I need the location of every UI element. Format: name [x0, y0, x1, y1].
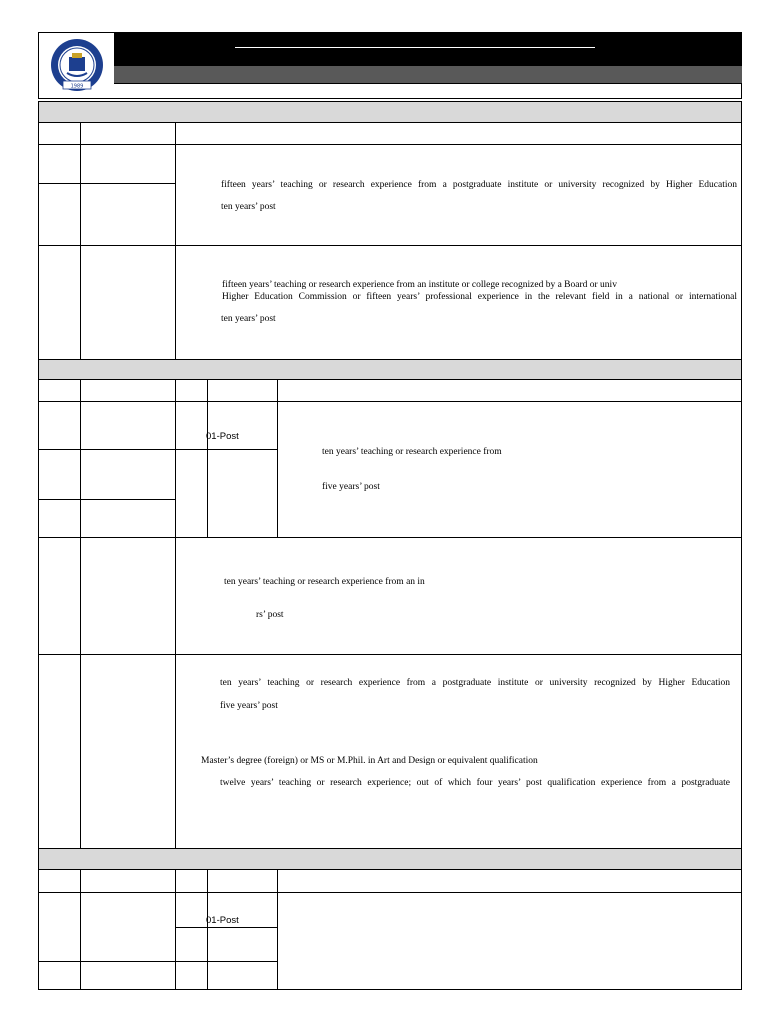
s1-row3-line3: ten years’ post: [221, 314, 276, 324]
section1-band: [38, 101, 742, 123]
s2-row1-line1: ten years’ teaching or research experience from: [322, 447, 502, 457]
logo-cell: [39, 33, 114, 98]
s2-row3-line3: Master’s degree (foreign) or MS or M.Phil. in Art and Design or equivalent qualification: [201, 756, 538, 766]
s1-row2-line1: fifteen years’ teaching or research experience from a postgraduate institute or university recognized by Higher Education: [221, 180, 737, 190]
s2-row3-line2: five years’ post: [220, 701, 278, 711]
s2-row2-line2: rs’ post: [256, 610, 284, 620]
s2-row3-line1: ten years’ teaching or research experience from a postgraduate institute or university recognized by Higher Education: [220, 678, 730, 688]
s2-row1-line2: five years’ post: [322, 482, 380, 492]
s3-post-count: 01-Post: [206, 915, 239, 926]
section3-band: [38, 848, 742, 870]
subtitle-bar: [114, 66, 742, 83]
section1-table: [38, 123, 742, 360]
s2-row3-line4: twelve years’ teaching or research experience; out of which four years’ post qualification experience from a postgraduate: [220, 778, 730, 788]
s1-row3-line1: fifteen years’ teaching or research experience from an institute or college recognized by a Board or univ: [222, 280, 617, 290]
section2-band: [38, 359, 742, 380]
title-underline: [235, 47, 595, 48]
header-divider: [114, 83, 742, 84]
university-seal-icon: [47, 37, 107, 95]
s2-row2-line1: ten years’ teaching or research experience from an in: [224, 577, 425, 587]
svg-text:1989: 1989: [70, 83, 84, 90]
s1-row2-line2: ten years’ post: [221, 202, 276, 212]
s1-row3-line2: Higher Education Commission or fifteen years’ professional experience in the relevant field in a national or international: [222, 292, 737, 302]
header: [38, 32, 742, 99]
s2-post-count: 01-Post: [206, 431, 239, 442]
title-bar: [114, 33, 742, 66]
section3-table: [38, 870, 742, 990]
